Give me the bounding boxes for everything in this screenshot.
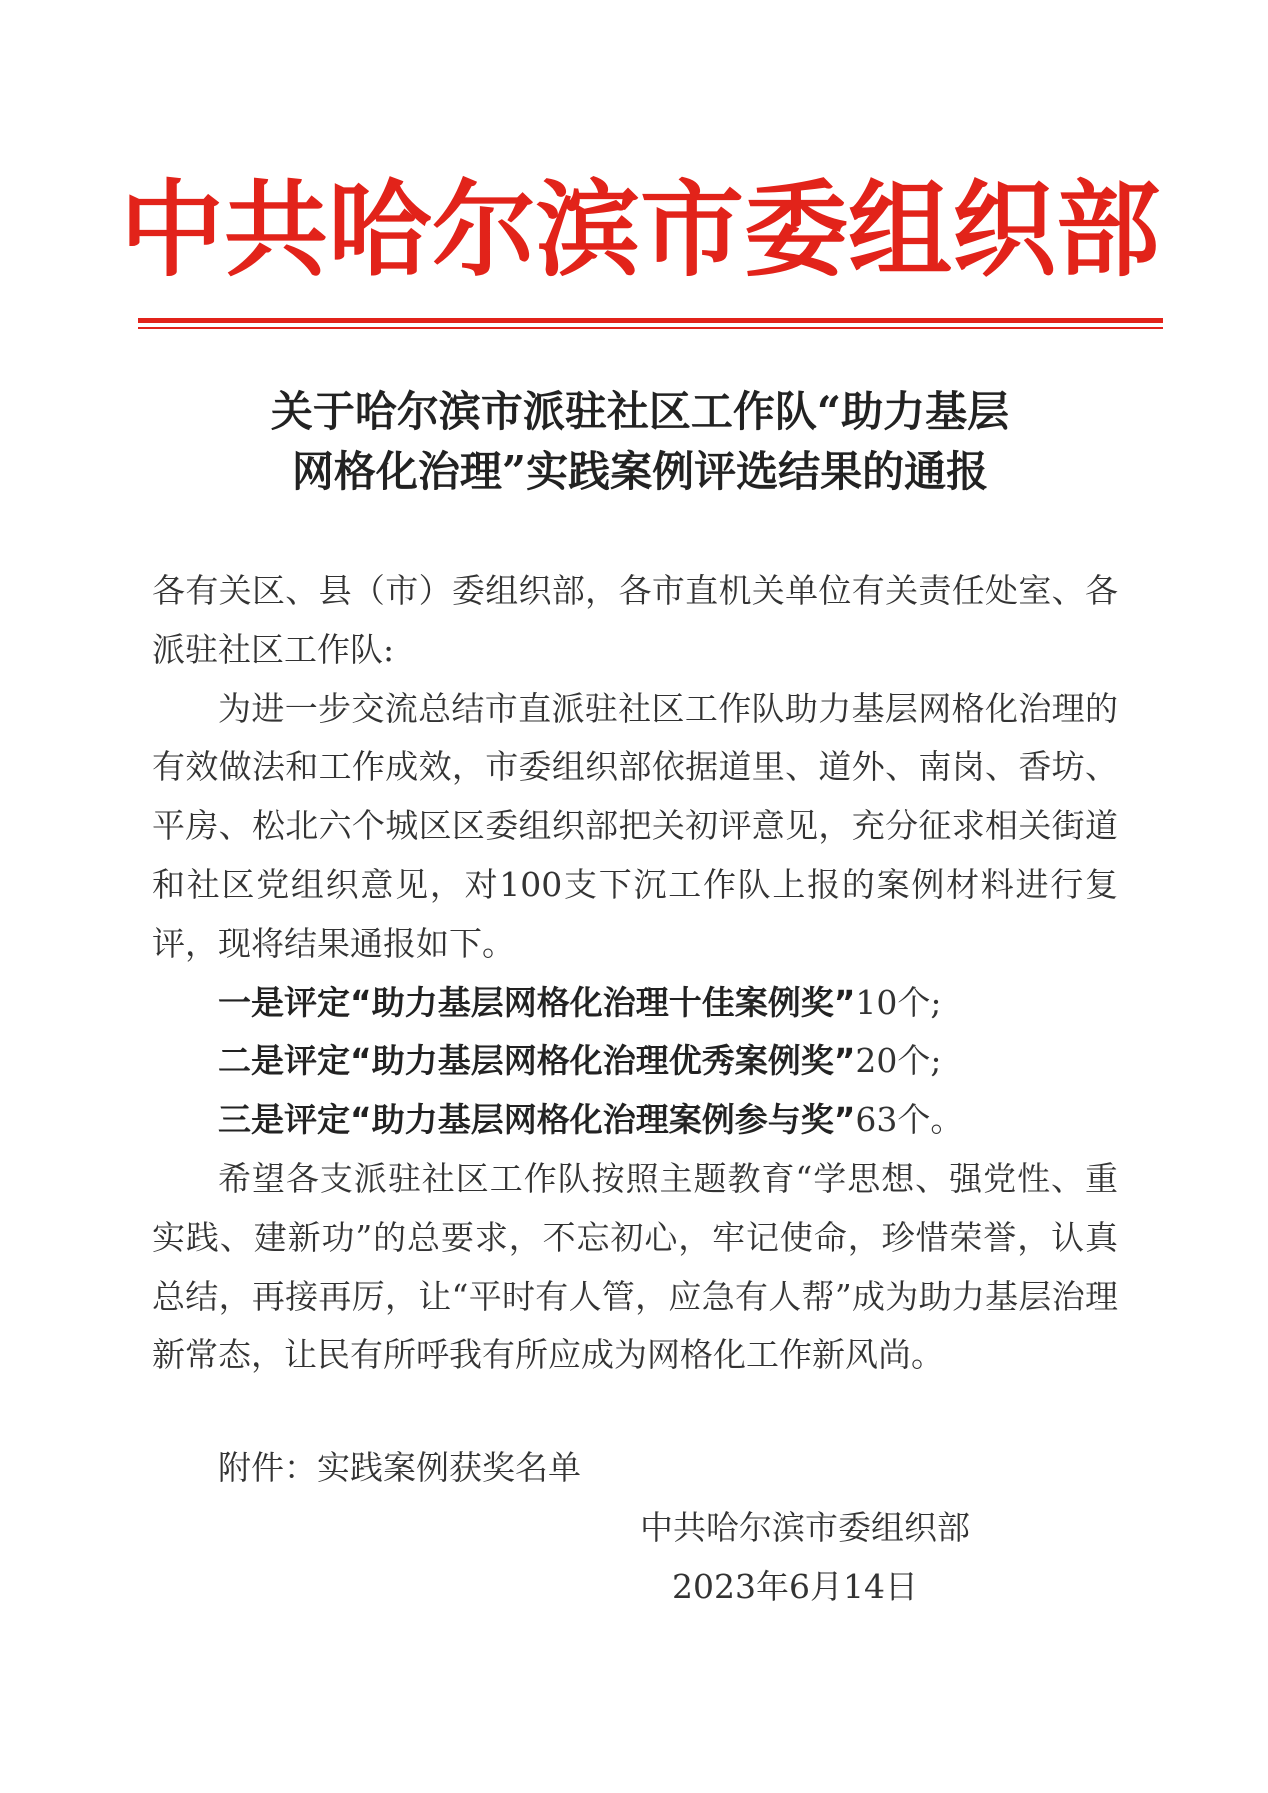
signature-organization: 中共哈尔滨市委组织部: [640, 1508, 970, 1547]
award-line-1: [152, 974, 1118, 1033]
document-title: [140, 382, 1140, 502]
paragraph-intro: 为进一步交流总结市直派驻社区工作队助力基层网格化治理的有效做法和工作成效，市委组织部依据道里、道外、南岗、香坊、平房、松北六个城区区委组织部把关初评意见，充分征求相关街道和社区党组织意见，对100支下沉工作队上报的案例材料进行复评，现将结果通报如下。: [152, 688, 1118, 963]
salutation: 各有关区、县（市）委组织部，各市直机关单位有关责任处室、各派驻社区工作队:: [152, 571, 1118, 669]
award-1-lead: 一是评定“助力基层网格化治理十佳案例奖”: [218, 982, 856, 1022]
attachment-note: 附件：实践案例获奖名单: [218, 1448, 581, 1487]
red-rule-thick: [138, 318, 1163, 323]
award-1-count: 10个;: [855, 982, 942, 1022]
masthead-title: 中共哈尔滨市委组织部: [120, 168, 1161, 291]
paragraph-closing: 希望各支派驻社区工作队按照主题教育“学思想、强党性、重实践、建新功”的总要求，不忘初心，牢记使命，珍惜荣誉，认真总结，再接再厉，让“平时有人管，应急有人帮”成为助力基层治理新常态，让民有所呼我有所应成为网格化工作新风尚。: [152, 1158, 1118, 1375]
red-rule-thin: [138, 327, 1163, 329]
title-line-2: 网格化治理”实践案例评选结果的通报: [291, 447, 989, 496]
document-body: [152, 562, 1118, 1385]
award-2-lead: 二是评定“助力基层网格化治理优秀案例奖”: [218, 1041, 856, 1081]
award-2-count: 20个;: [855, 1041, 942, 1081]
award-line-3: [152, 1091, 1118, 1150]
award-3-lead: 三是评定“助力基层网格化治理案例参与奖”: [218, 1100, 856, 1140]
award-line-2: [152, 1032, 1118, 1091]
signature-date: 2023年6月14日: [672, 1567, 918, 1606]
title-line-1: 关于哈尔滨市派驻社区工作队“助力基层: [270, 387, 1010, 436]
award-3-count: 63个。: [855, 1100, 964, 1140]
